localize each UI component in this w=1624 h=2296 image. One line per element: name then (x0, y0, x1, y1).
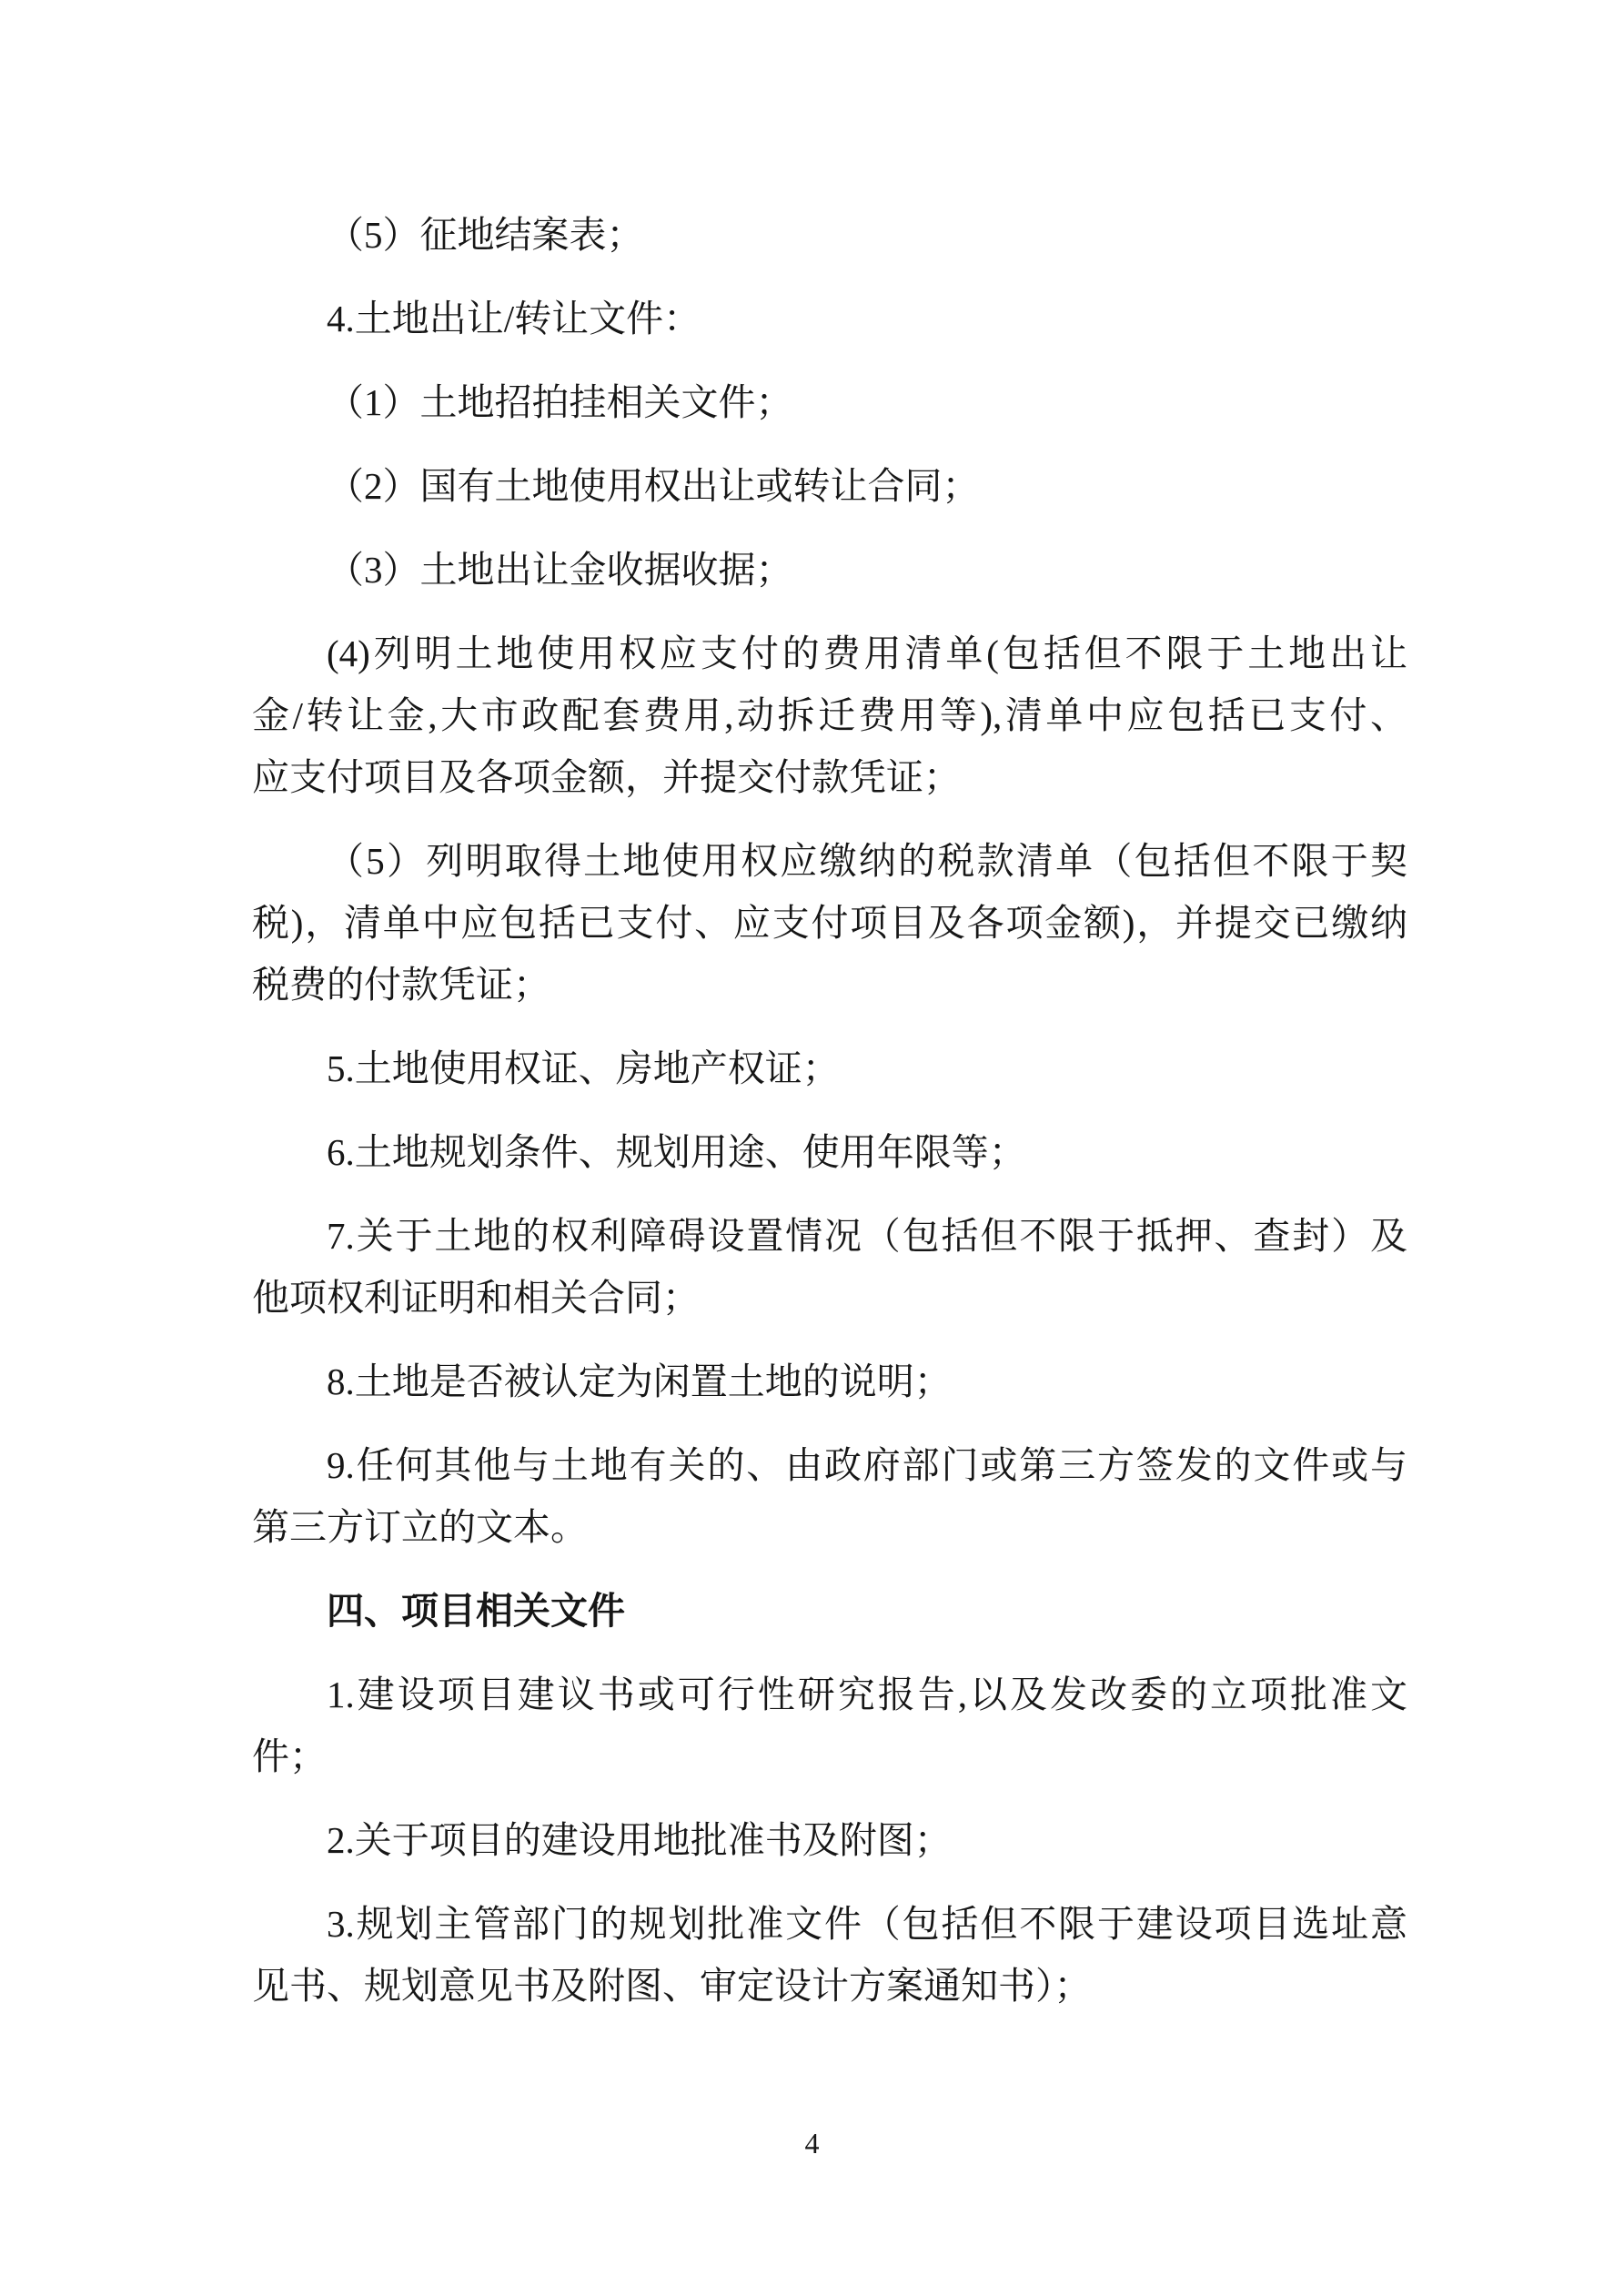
text-line: 税)，清单中应包括已支付、应支付项目及各项金额)，并提交已缴纳 (252, 902, 1407, 944)
paragraph (252, 371, 1407, 433)
paragraph (252, 204, 1407, 266)
text-line: （1）土地招拍挂相关文件； (327, 381, 793, 423)
paragraph (252, 1893, 1407, 2017)
text-line: （3）土地出让金收据收据； (327, 549, 793, 591)
paragraph (252, 1434, 1407, 1558)
paragraph (252, 455, 1407, 517)
text-line: 税费的付款凭证； (252, 964, 550, 1006)
text-line: 见书、规划意见书及附图、审定设计方案通知书）； (252, 1965, 1092, 2007)
paragraph (252, 288, 1407, 349)
paragraph (252, 1350, 1407, 1412)
text-line: (4)列明土地使用权应支付的费用清单(包括但不限于土地出让 (327, 632, 1407, 674)
section-heading (252, 1580, 1407, 1642)
paragraph (252, 1205, 1407, 1329)
text-line: 9.任何其他与土地有关的、由政府部门或第三方签发的文件或与 (327, 1444, 1407, 1486)
paragraph (252, 830, 1407, 1016)
text-line: 2.关于项目的建设用地批准书及附图； (327, 1819, 952, 1861)
text-line: 5.土地使用权证、房地产权证； (327, 1047, 840, 1089)
paragraph (252, 1664, 1407, 1787)
document-body (252, 204, 1407, 2038)
paragraph (252, 539, 1407, 601)
text-line: 1.建设项目建议书或可行性研究报告,以及发改委的立项批准文 (327, 1674, 1407, 1715)
text-line: 第三方订立的文本。 (252, 1506, 588, 1548)
paragraph (252, 1809, 1407, 1871)
text-line: （5）征地结案表； (327, 214, 644, 256)
text-line: （2）国有土地使用权出让或转让合同； (327, 465, 980, 507)
page-footer (0, 2128, 1624, 2159)
paragraph (252, 1037, 1407, 1099)
text-line: 四、项目相关文件 (327, 1590, 625, 1632)
paragraph (252, 622, 1407, 808)
text-line: 4.土地出让/转让文件： (327, 298, 701, 339)
text-line: 应支付项目及各项金额，并提交付款凭证； (252, 756, 961, 798)
text-line: 件； (252, 1735, 327, 1777)
page-number: 4 (804, 2127, 820, 2159)
text-line: 8.土地是否被认定为闲置土地的说明； (327, 1360, 952, 1402)
text-line: 金/转让金,大市政配套费用,动拆迁费用等),清单中应包括已支付、 (252, 694, 1407, 736)
text-line: （5）列明取得土地使用权应缴纳的税款清单（包括但不限于契 (327, 840, 1407, 882)
text-line: 他项权利证明和相关合同； (252, 1277, 700, 1319)
paragraph (252, 1121, 1407, 1183)
text-line: 7.关于土地的权利障碍设置情况（包括但不限于抵押、查封）及 (327, 1215, 1407, 1257)
text-line: 6.土地规划条件、规划用途、使用年限等； (327, 1131, 1026, 1173)
text-line: 3.规划主管部门的规划批准文件（包括但不限于建设项目选址意 (327, 1903, 1407, 1945)
